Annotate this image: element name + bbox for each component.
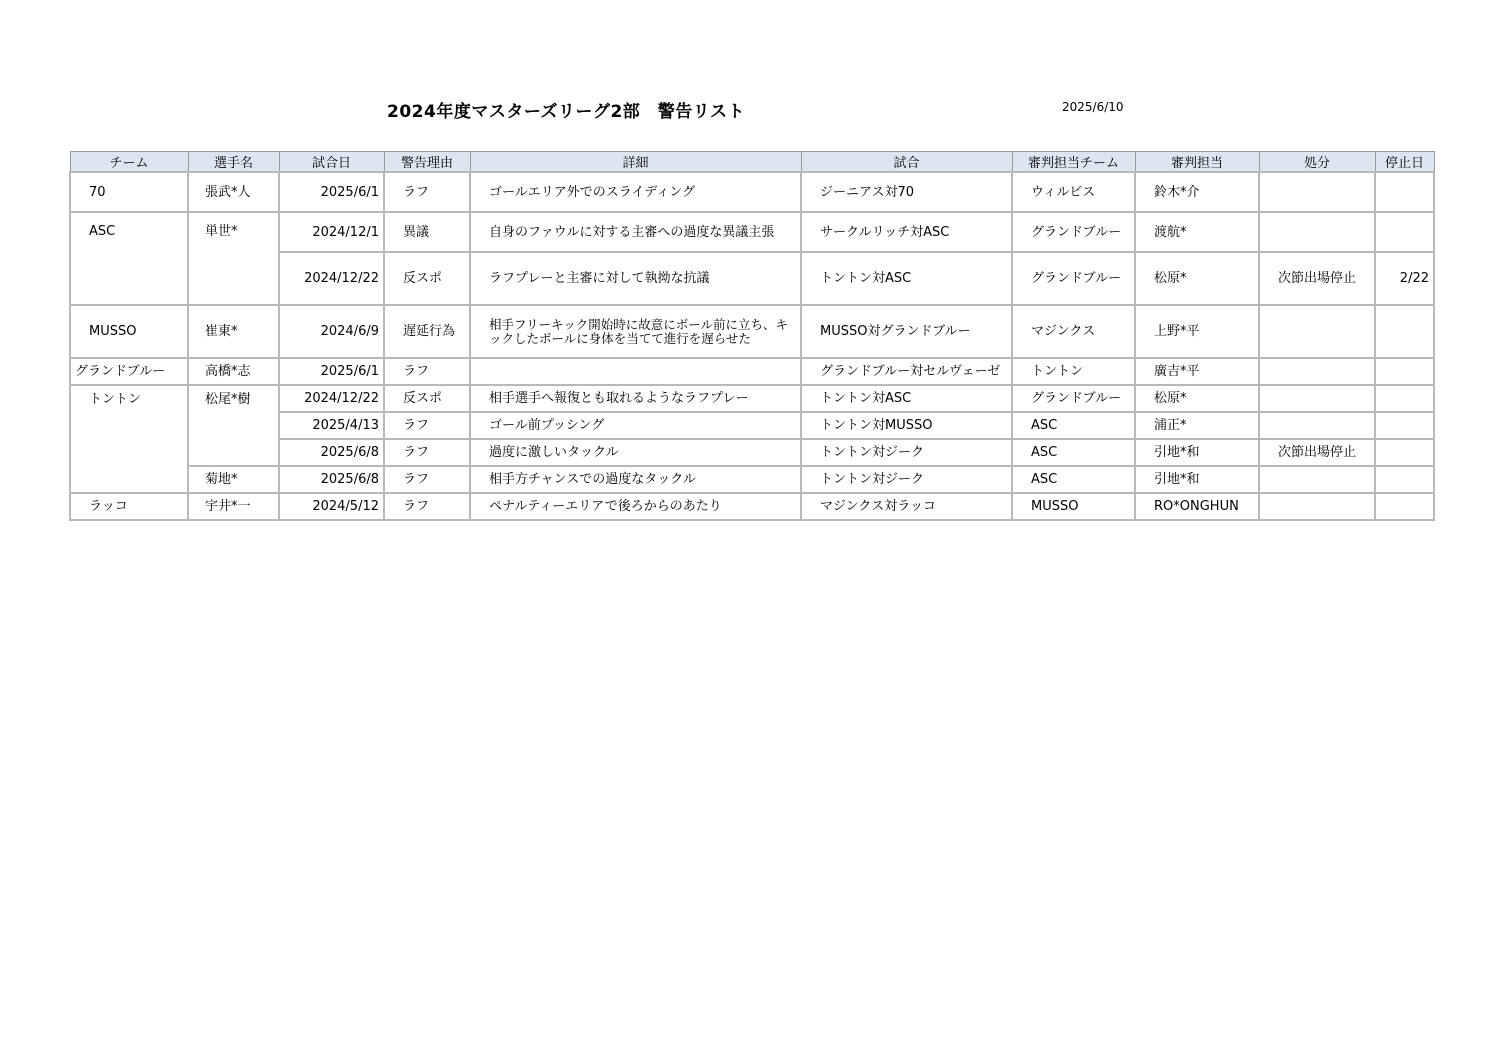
cell-player: 崔東* (188, 305, 279, 358)
cell-penalty: 次節出場停止 (1259, 439, 1375, 466)
cell-player: 宇井*一 (188, 493, 279, 520)
header-team: チーム (70, 152, 188, 173)
cell-match: トントン対MUSSO (801, 412, 1012, 439)
cell-detail: ゴールエリア外でのスライディング (470, 172, 801, 212)
cell-match: トントン対ジーク (801, 439, 1012, 466)
header-match: 試合 (801, 152, 1012, 173)
cell-stop-date (1375, 385, 1434, 412)
header-stop-date: 停止日 (1375, 152, 1434, 173)
cell-reason: 遅延行為 (384, 305, 470, 358)
cell-detail: 相手方チャンスでの過度なタックル (470, 466, 801, 493)
cell-ref-team: マジンクス (1012, 305, 1135, 358)
header-reason: 警告理由 (384, 152, 470, 173)
cell-match: グランドブルー対セルヴェーゼ (801, 358, 1012, 385)
cell-referee: 上野*平 (1135, 305, 1259, 358)
cell-team: ラッコ (70, 493, 188, 520)
cell-ref-team: グランドブルー (1012, 252, 1135, 305)
cell-referee: RO*ONGHUN (1135, 493, 1259, 520)
table-row (70, 466, 1434, 493)
cell-penalty (1259, 172, 1375, 212)
cell-stop-date (1375, 412, 1434, 439)
cell-referee: 渡航* (1135, 212, 1259, 252)
cell-team: グランドブルー (70, 358, 188, 385)
cell-team: ASC (70, 212, 188, 305)
cell-penalty: 次節出場停止 (1259, 252, 1375, 305)
page-title: 2024年度マスターズリーグ2部 警告リスト (387, 102, 745, 122)
cell-detail (470, 358, 801, 385)
cell-reason: 異議 (384, 212, 470, 252)
cell-penalty (1259, 466, 1375, 493)
cell-detail: ペナルティーエリアで後ろからのあたり (470, 493, 801, 520)
cell-player: 単世* (188, 212, 279, 305)
cell-ref-team: ウィルビス (1012, 172, 1135, 212)
cell-team: 70 (70, 172, 188, 212)
header-date: 試合日 (279, 152, 384, 173)
cell-referee: 廣吉*平 (1135, 358, 1259, 385)
cell-referee: 引地*和 (1135, 466, 1259, 493)
cell-penalty (1259, 412, 1375, 439)
cell-date: 2024/6/9 (279, 305, 384, 358)
cell-stop-date (1375, 358, 1434, 385)
cell-date: 2025/6/1 (279, 358, 384, 385)
table-row (70, 305, 1434, 358)
cell-player: 菊地* (188, 466, 279, 493)
cell-penalty (1259, 358, 1375, 385)
cell-date: 2025/6/8 (279, 466, 384, 493)
table-row (70, 172, 1434, 212)
cell-date: 2024/12/22 (279, 252, 384, 305)
cell-referee: 松原* (1135, 385, 1259, 412)
cell-reason: 反スポ (384, 385, 470, 412)
cell-ref-team: トントン (1012, 358, 1135, 385)
cell-reason: ラフ (384, 358, 470, 385)
cell-ref-team: ASC (1012, 466, 1135, 493)
cell-match: トントン対ASC (801, 252, 1012, 305)
cell-date: 2024/12/1 (279, 212, 384, 252)
cell-reason: ラフ (384, 412, 470, 439)
cell-penalty (1259, 493, 1375, 520)
cell-reason: ラフ (384, 439, 470, 466)
cell-ref-team: MUSSO (1012, 493, 1135, 520)
cell-match: MUSSO対グランドブルー (801, 305, 1012, 358)
report-date: 2025/6/10 (1062, 100, 1124, 114)
cell-team: トントン (70, 385, 188, 493)
cell-referee: 引地*和 (1135, 439, 1259, 466)
cell-player: 高橋*志 (188, 358, 279, 385)
cell-stop-date (1375, 172, 1434, 212)
header-referee: 審判担当 (1135, 152, 1259, 173)
table-row (70, 212, 1434, 252)
cell-reason: ラフ (384, 493, 470, 520)
warning-table (69, 151, 1435, 521)
table-row (70, 493, 1434, 520)
cell-stop-date (1375, 212, 1434, 252)
header-player: 選手名 (188, 152, 279, 173)
cell-penalty (1259, 212, 1375, 252)
cell-match: トントン対ジーク (801, 466, 1012, 493)
header-row (70, 152, 1434, 173)
cell-reason: 反スポ (384, 252, 470, 305)
cell-match: トントン対ASC (801, 385, 1012, 412)
cell-ref-team: ASC (1012, 412, 1135, 439)
cell-player: 松尾*樹 (188, 385, 279, 466)
cell-match: マジンクス対ラッコ (801, 493, 1012, 520)
cell-referee: 浦正* (1135, 412, 1259, 439)
cell-date: 2025/4/13 (279, 412, 384, 439)
cell-detail: 相手フリーキック開始時に故意にボール前に立ち、キックしたボールに身体を当てて進行を遅らせた (470, 305, 801, 358)
cell-match: サークルリッチ対ASC (801, 212, 1012, 252)
cell-referee: 鈴木*介 (1135, 172, 1259, 212)
cell-ref-team: グランドブルー (1012, 385, 1135, 412)
cell-penalty (1259, 305, 1375, 358)
cell-stop-date (1375, 439, 1434, 466)
cell-match: ジーニアス対70 (801, 172, 1012, 212)
cell-reason: ラフ (384, 466, 470, 493)
cell-detail: 過度に激しいタックル (470, 439, 801, 466)
header-ref-team: 審判担当チーム (1012, 152, 1135, 173)
table-row (70, 358, 1434, 385)
cell-detail: 相手選手へ報復とも取れるようなラフプレー (470, 385, 801, 412)
cell-ref-team: グランドブルー (1012, 212, 1135, 252)
cell-player: 張武*人 (188, 172, 279, 212)
cell-date: 2024/12/22 (279, 385, 384, 412)
cell-reason: ラフ (384, 172, 470, 212)
header-penalty: 処分 (1259, 152, 1375, 173)
header-detail: 詳細 (470, 152, 801, 173)
table-row (70, 385, 1434, 412)
cell-stop-date (1375, 466, 1434, 493)
cell-stop-date (1375, 493, 1434, 520)
cell-date: 2025/6/1 (279, 172, 384, 212)
cell-date: 2024/5/12 (279, 493, 384, 520)
cell-date: 2025/6/8 (279, 439, 384, 466)
cell-team: MUSSO (70, 305, 188, 358)
cell-detail: ゴール前プッシング (470, 412, 801, 439)
cell-penalty (1259, 385, 1375, 412)
cell-detail: ラフプレーと主審に対して執拗な抗議 (470, 252, 801, 305)
cell-stop-date (1375, 305, 1434, 358)
cell-referee: 松原* (1135, 252, 1259, 305)
cell-ref-team: ASC (1012, 439, 1135, 466)
cell-detail: 自身のファウルに対する主審への過度な異議主張 (470, 212, 801, 252)
cell-stop-date: 2/22 (1375, 252, 1434, 305)
